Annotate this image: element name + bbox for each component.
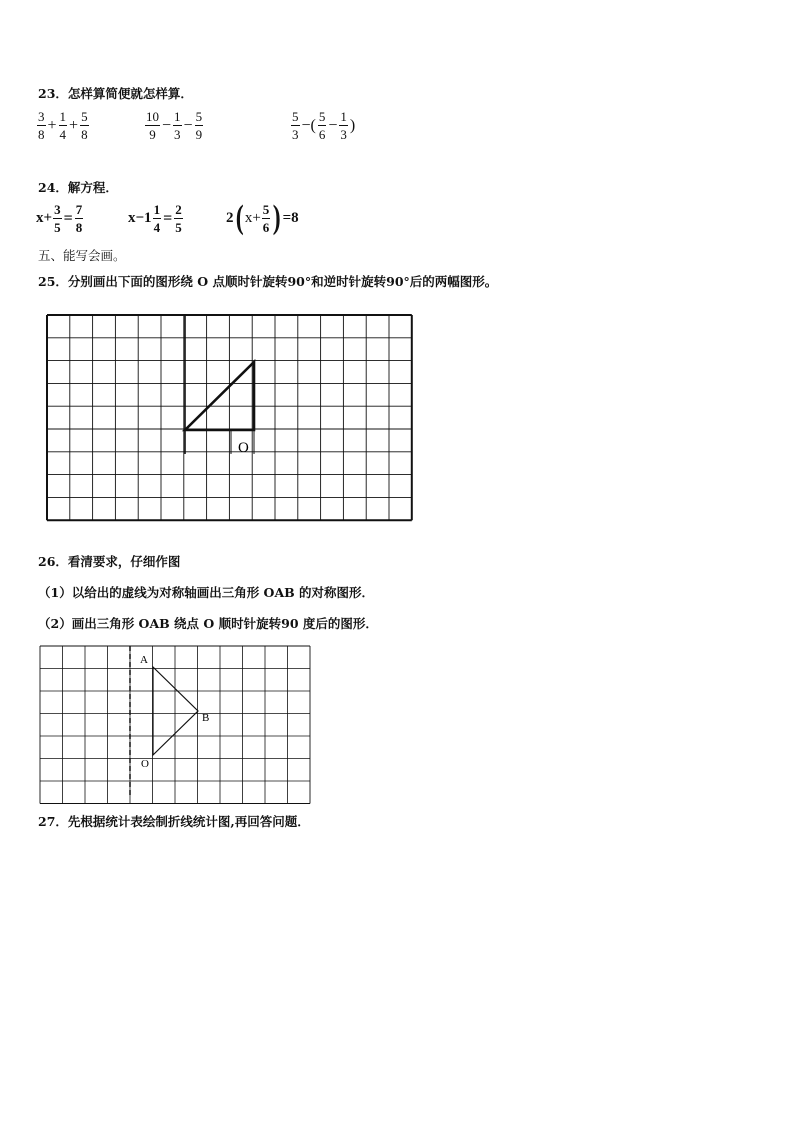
q23-title: 23．怎样算简便就怎样算． <box>38 86 193 101</box>
fraction: $\frac{1}{3}$ <box>174 109 181 142</box>
q24-equation-3: 2 ( x+ $\frac{5}{6}$ ) =8 <box>226 199 299 236</box>
point-label-o: O <box>238 440 249 456</box>
q24-title: 24．解方程． <box>38 180 118 195</box>
q25-grid <box>47 315 412 520</box>
q26-grid <box>40 646 310 804</box>
fraction: $\frac{5}{9}$ <box>195 109 203 142</box>
fraction: $\frac{5}{6}$ <box>318 109 326 142</box>
q23-expression-1: $\frac{3}{8}$ + $\frac{1}{4}$ + $\frac{5}{8}$ <box>38 109 88 142</box>
fraction: $\frac{5}{8}$ <box>81 109 88 142</box>
q25-triangle <box>185 314 254 454</box>
triangle-oab <box>153 667 198 755</box>
q27-title: 27．先根据统计表绘制折线统计图,再回答问题． <box>38 814 310 829</box>
fraction: $\frac{1}{4}$ <box>153 202 161 235</box>
fraction: $\frac{10}{9}$ <box>146 109 159 142</box>
triangle-shape <box>185 362 254 430</box>
fraction: $\frac{7}{8}$ <box>75 202 83 235</box>
point-label-o: O <box>141 758 149 770</box>
fraction: $\frac{5}{6}$ <box>262 201 270 235</box>
fraction: $\frac{3}{5}$ <box>54 202 61 235</box>
q24-equation-2: x−1 $\frac{1}{4}$ = $\frac{2}{5}$ <box>128 202 182 235</box>
q25-title: 25．分别画出下面的图形绕 O 点顺时针旋转90°和逆时针旋转90°后的两幅图形。 <box>38 274 498 289</box>
fraction: $\frac{1}{4}$ <box>59 109 67 142</box>
point-label-b: B <box>202 712 210 724</box>
q26-sub-2: （2）画出三角形 OAB 绕点 O 顺时针旋转90 度后的图形． <box>38 616 378 631</box>
point-label-a: A <box>140 654 148 666</box>
fraction: $\frac{1}{3}$ <box>340 109 347 142</box>
q24-equation-1: x+ $\frac{3}{5}$ = $\frac{7}{8}$ <box>36 202 83 235</box>
q23-expression-2: $\frac{10}{9}$ − $\frac{1}{3}$ − $\frac{5}{9}$ <box>146 109 203 142</box>
q26-title: 26．看清要求，仔细作图 <box>38 554 181 569</box>
fraction: $\frac{2}{5}$ <box>175 202 182 235</box>
fraction: $\frac{3}{8}$ <box>38 109 45 142</box>
fraction: $\frac{5}{3}$ <box>292 109 299 142</box>
q26-sub-1: （1）以给出的虚线为对称轴画出三角形 OAB 的对称图形． <box>38 585 375 600</box>
section-heading: 五、能写会画。 <box>38 248 126 263</box>
q23-expression-3: $\frac{5}{3}$ −( $\frac{5}{6}$ − $\frac{1}{3}$ ) <box>292 109 356 142</box>
